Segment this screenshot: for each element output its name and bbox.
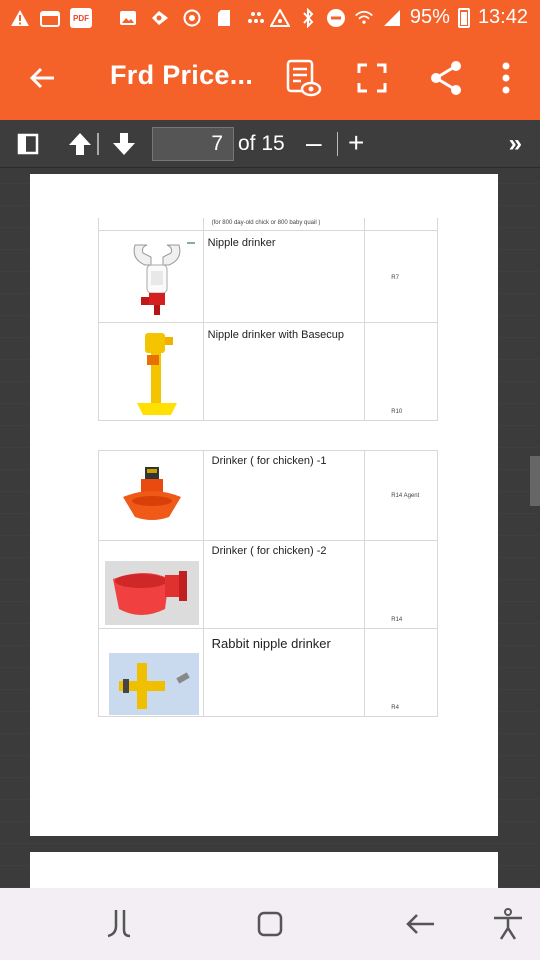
next-page-icon[interactable] <box>110 130 138 158</box>
prev-page-icon[interactable] <box>66 130 94 158</box>
chicken-drinker-1-image <box>121 465 183 530</box>
zoom-in-button[interactable]: + <box>348 127 365 158</box>
share-icon[interactable] <box>426 58 466 98</box>
system-nav-bar <box>0 888 540 960</box>
page-total: of 15 <box>238 132 285 155</box>
nipple-drinker-image <box>127 239 197 324</box>
chicken-drinker-2-image <box>105 561 199 630</box>
more-tools-button[interactable]: » <box>508 130 522 157</box>
sd-card-icon <box>214 8 234 28</box>
product-price: R10 <box>391 409 403 415</box>
scrollbar-thumb[interactable] <box>530 456 540 506</box>
product-description: Drinker ( for chicken) -1 <box>211 455 327 467</box>
dots-icon <box>246 8 266 28</box>
product-description: Nipple drinker <box>207 237 276 249</box>
wifi-icon <box>354 8 374 28</box>
table-row <box>99 218 438 231</box>
next-document-page <box>30 852 498 888</box>
warning-icon <box>10 8 30 28</box>
document-viewer[interactable] <box>0 168 540 888</box>
document-title: Frd Price... <box>110 60 254 90</box>
image-icon <box>118 8 138 28</box>
home-icon[interactable] <box>252 906 288 942</box>
pdf-toolbar <box>0 120 540 168</box>
rabbit-nipple-drinker-image <box>109 653 199 720</box>
product-description: Rabbit nipple drinker <box>211 636 331 651</box>
more-vert-icon[interactable] <box>494 58 518 98</box>
clock: 13:42 <box>477 6 528 28</box>
back-icon[interactable] <box>402 906 438 942</box>
basecup-drinker-image <box>133 331 183 422</box>
accessibility-icon[interactable] <box>490 906 526 942</box>
table-row <box>99 231 438 323</box>
app-bar <box>0 38 540 120</box>
status-bar <box>0 0 540 38</box>
signal-icon <box>382 8 402 28</box>
sync-icon <box>270 8 290 28</box>
product-description: Drinker ( for chicken) -2 <box>211 545 327 557</box>
product-price: R7 <box>391 275 399 281</box>
product-description: Nipple drinker with Basecup <box>207 329 344 341</box>
single-page-icon[interactable] <box>14 130 42 158</box>
fullscreen-icon[interactable] <box>356 62 388 94</box>
do-not-disturb-icon <box>326 8 346 28</box>
table-row <box>99 629 438 717</box>
product-table-2 <box>98 450 438 717</box>
zoom-out-button[interactable]: – <box>306 127 322 158</box>
recents-icon[interactable] <box>104 906 140 942</box>
battery-icon <box>458 8 470 28</box>
toolbar-divider <box>96 130 100 158</box>
document-page <box>30 174 498 836</box>
location-icon <box>150 8 170 28</box>
product-price: R4 <box>391 705 399 711</box>
bluetooth-icon <box>298 8 318 28</box>
battery-percent: 95% <box>409 6 450 28</box>
page-number-input[interactable]: 7 <box>152 127 234 161</box>
pdf-icon: PDF <box>70 8 92 28</box>
target-icon <box>182 8 202 28</box>
calendar-icon <box>40 8 60 28</box>
product-price: R14 <box>391 617 403 623</box>
back-arrow-icon[interactable] <box>24 60 60 96</box>
table-note: (for 800 day-old chick or 800 baby quail ) <box>211 220 321 226</box>
table-row <box>99 451 438 541</box>
reader-mode-icon[interactable] <box>284 58 324 98</box>
zoom-divider <box>337 132 338 156</box>
table-row <box>99 541 438 629</box>
product-price: R14 Agent <box>391 493 420 499</box>
product-table-1 <box>98 218 438 421</box>
table-row <box>99 323 438 421</box>
